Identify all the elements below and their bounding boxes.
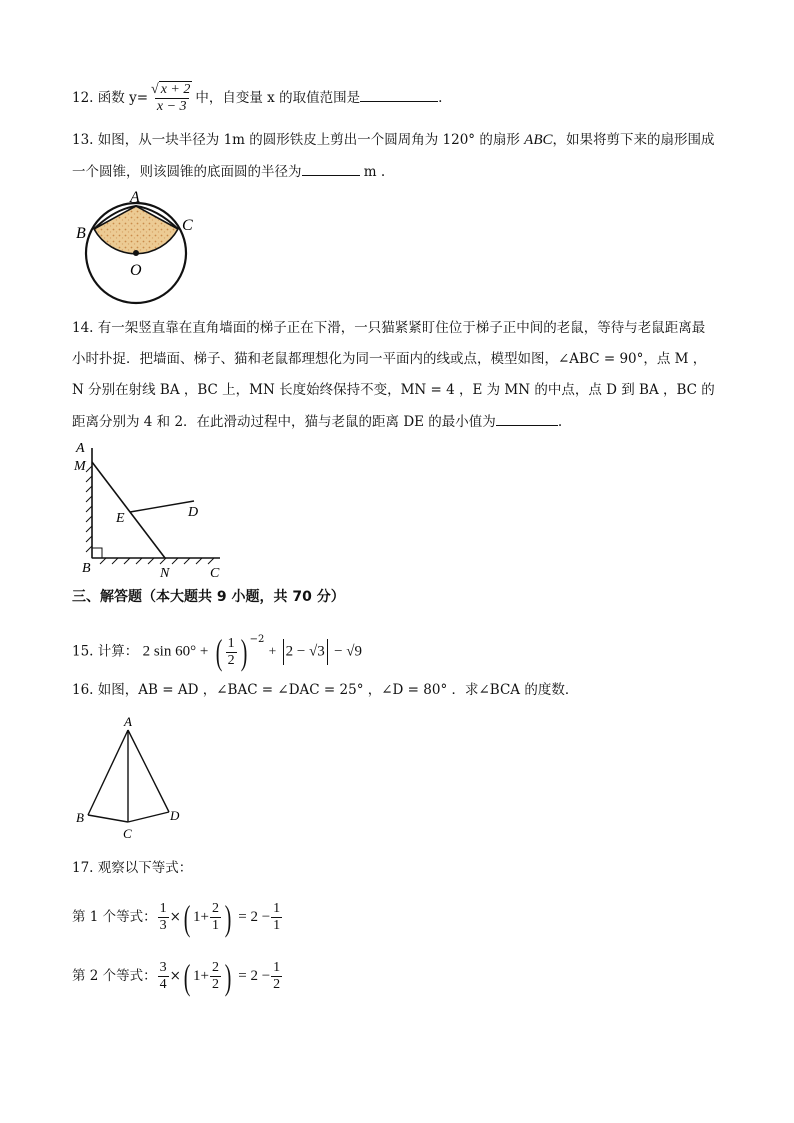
label-n: N — [160, 566, 170, 581]
function-fraction: $\frac{√ x + 2}{x - 3}$ — [151, 82, 191, 114]
question-14-line-2: 小时扑捉．把墙面、梯子、猫和老鼠都理想化为同一平面内的线或点，模型如图，∠ABC = 90°，点 M ， — [72, 351, 707, 367]
question-17-intro: 17. 观察以下等式： — [72, 860, 193, 876]
figure-13-circle-sector — [70, 186, 210, 311]
question-13-line-1: 13. 如图，从一块半径为 1m 的圆形铁皮上剪出一个圆周角为 120° 的扇形 ABC，如果将剪下来的扇形围成 — [72, 132, 715, 148]
label-e: E — [116, 511, 125, 526]
sector-name: ABC — [524, 132, 553, 148]
label-o: O — [130, 262, 142, 279]
question-12: 12. 函数 y= $\frac{√ x + 2}{x - 3}$ 中，自变量 x 的取值范围是 . — [72, 82, 443, 114]
ground-hatching — [100, 558, 214, 564]
fraction-half: $\frac{1}{2}$ — [227, 635, 235, 668]
label-d: D — [188, 505, 199, 520]
question-text: 函数 y= — [97, 90, 149, 106]
label-b: B — [76, 810, 84, 825]
question-13-line-2: 一个圆锥，则该圆锥的底面圆的半径为 m . — [72, 161, 385, 182]
wall-hatching — [86, 466, 92, 552]
label-a: A — [76, 441, 85, 456]
label-c: C — [123, 826, 132, 841]
abs-value-inner: 2 − √3 — [285, 643, 325, 660]
label-c: C — [210, 566, 220, 581]
question-number: 14. — [72, 320, 94, 336]
center-point — [133, 250, 139, 256]
numerator-radicand: x + 2 — [160, 82, 191, 97]
label-m: M — [74, 459, 86, 474]
section-heading: 三、解答题（本大题共 9 小题，共 70 分） — [72, 589, 345, 605]
figure-16-triangles — [70, 712, 190, 842]
label-c: C — [182, 217, 193, 234]
answer-blank[interactable] — [302, 161, 360, 176]
label-a: A — [130, 189, 140, 206]
denominator: x − 3 — [156, 99, 187, 114]
question-14-line-1: 14. 有一架竖直靠在直角墙面的梯子正在下滑，一只猫紧紧盯住位于梯子正中间的老鼠，等待与老鼠距离最 — [72, 320, 706, 336]
label-b: B — [82, 561, 91, 576]
ladder-mn — [92, 462, 165, 558]
expr-sqrt9: − √9 — [334, 643, 363, 660]
expr-sin: 2 sin 60° + — [142, 643, 209, 660]
label-a: A — [124, 714, 132, 729]
question-15: 15. 计算： 2 sin 60° + ( $\frac{1}{2}$ ) $^{-2}$ + 2 − √3 − √9 — [72, 632, 363, 672]
question-number: 17. — [72, 860, 94, 876]
question-number: 12. — [72, 90, 94, 106]
question-number: 15. — [72, 643, 94, 660]
segment-de — [130, 501, 194, 512]
equation-2: 第 2 个等式： $\frac{3}{4}$ ×( 1+ $\frac{2}{2}$ ) = 2 − $\frac{1}{2}$ — [72, 956, 281, 997]
question-14-line-3: N 分别在射线 BA ，BC 上，MN 长度始终保持不变，MN = 4 ，E 为 MN 的中点，点 D 到 BA ，BC 的 — [72, 382, 715, 398]
right-angle-mark — [92, 548, 102, 558]
figure-14-ladder — [70, 436, 240, 586]
question-14-line-4: 距离分别为 4 和 2．在此滑动过程中，猫与老鼠的距离 DE 的最小值为 . — [72, 411, 562, 432]
question-number: 13. — [72, 132, 94, 148]
answer-blank[interactable] — [360, 87, 438, 102]
label-b: B — [76, 225, 86, 242]
exponent: −2 — [249, 634, 265, 645]
answer-blank[interactable] — [496, 411, 558, 426]
question-16: 16. 如图，AB = AD ，∠BAC = ∠DAC = 25° ，∠D = 80° ．求∠BCA 的度数． — [72, 682, 579, 698]
question-text-cont: 中，自变量 x 的取值范围是 — [195, 90, 361, 106]
question-number: 16. — [72, 682, 94, 698]
equation-1: 第 1 个等式： $\frac{1}{3}$ ×( 1+ $\frac{2}{1}$ ) = 2 − $\frac{1}{1}$ — [72, 897, 281, 938]
label-d: D — [170, 808, 180, 823]
